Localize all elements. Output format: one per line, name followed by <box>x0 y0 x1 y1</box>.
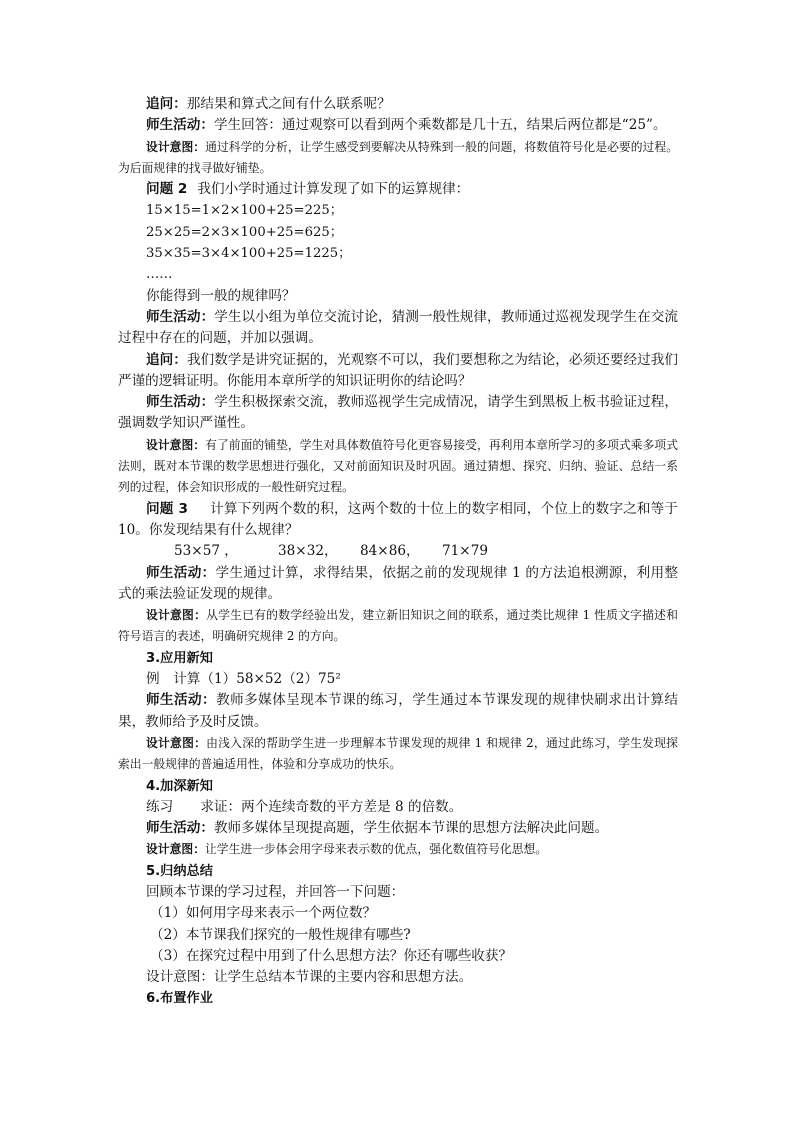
product-2: 38×32， <box>278 543 338 560</box>
review-item-1: （1）如何用字母来表示一个两位数？ <box>150 905 377 922</box>
design-intent-4: 设计意图：由浅入深的帮助学生进一步理解本节课发现的规律 1 和规律 2，通过此练习，学生发现探索出一般规律的普遍适用性，体验和分享成功的快乐。 <box>118 735 678 772</box>
review-item-2: （2）本节课我们探究的一般性规律有哪些? <box>150 926 411 943</box>
section-heading-6: 6.布置作业 <box>146 991 213 1007</box>
review-intro: 回顾本节课的学习过程，并回答一下问题： <box>146 883 405 900</box>
activity-1: 师生活动：学生回答：通过观察可以看到两个乘数都是几十五，结果后两位都是“25”。 <box>146 117 667 134</box>
ellipsis: …… <box>146 267 173 283</box>
product-3: 84×86， <box>360 543 420 560</box>
activity-5: 师生活动：教师多媒体呈现本节课的练习，学生通过本节课发现的规律快刷求出计算结果，教师给予及时反馈。 <box>118 692 679 730</box>
product-4: 71×79 <box>442 543 488 560</box>
question-2: 问题 2 我们小学时通过计算发现了如下的运算规律： <box>146 181 470 198</box>
design-intent-5: 设计意图：让学生进一步体会用字母来表示数的优点，强化数值符号化思想。 <box>146 842 548 857</box>
design-intent-6: 设计意图：让学生总结本节课的主要内容和思想方法。 <box>146 969 473 986</box>
design-intent-2: 设计意图：有了前面的铺垫，学生对具体数值符号化更容易接受，再利用本章所学习的多项式乘多项式法则，既对本节课的数学思想进行强化，又对前面知识及时巩固。通过猜想、探究、归纳、验证、总结一系列的过程，体会知识形成的一般性研究过程。 <box>118 437 678 495</box>
question-3: 问题 3 计算下列两个数的积，这两个数的十位上的数字相同，个位上的数字之和等于 10。你发现结果有什么规律？ <box>118 500 678 538</box>
products-list <box>118 541 678 562</box>
equation-1: 15×15=1×2×100+25=225； <box>146 203 343 219</box>
section-heading-3: 3.应用新知 <box>146 650 213 666</box>
activity-3: 师生活动：学生积极探索交流，教师巡视学生完成情况，请学生到黑板上板书验证过程，强调数学知识严谨性。 <box>118 394 679 432</box>
equation-3: 35×35=3×4×100+25=1225； <box>146 246 352 262</box>
activity-6: 师生活动：教师多媒体呈现提高题，学生依据本节课的思想方法解决此问题。 <box>146 820 609 837</box>
general-rule-question: 你能得到一般的规律吗？ <box>146 287 296 304</box>
follow-up-question-2: 追问：我们数学是讲究证据的，光观察不可以，我们要想称之为结论，必须还要经过我们严谨的逻辑证明。你能用本章所学的知识证明你的结论吗？ <box>118 351 679 389</box>
design-intent-1: 设计意图：通过科学的分析，让学生感受到要解决从特殊到一般的问题，将数值符号化是必要的过程。为后面规律的找寻做好铺垫。 <box>118 139 678 175</box>
example: 例 计算（1）58×52（2）75² <box>146 671 341 688</box>
activity-2: 师生活动：学生以小组为单位交流讨论，猜测一般性规律，教师通过巡视发现学生在交流过程中存在的问题，并加以强调。 <box>118 308 679 347</box>
exercise: 练习 求证：两个连续奇数的平方差是 8 的倍数。 <box>146 798 463 815</box>
activity-4: 师生活动：学生通过计算，求得结果，依据之前的发现规律 1 的方法追根溯源，利用整式的乘法验证发现的规律。 <box>118 564 678 602</box>
lesson-content <box>118 94 678 1010</box>
design-intent-3: 设计意图：从学生已有的数学经验出发，建立新旧知识之间的联系，通过类比规律 1 性质文字描述和符号语言的表述，明确研究规律 2 的方向。 <box>118 608 678 644</box>
review-item-3: （3）在探究过程中用到了什么思想方法？你还有哪些收获？ <box>150 947 513 964</box>
section-heading-5: 5.归纳总结 <box>146 863 213 879</box>
follow-up-question-1: 追问：那结果和算式之间有什么联系呢？ <box>146 96 391 112</box>
section-heading-4: 4.加深新知 <box>146 778 213 794</box>
equation-2: 25×25=2×3×100+25=625； <box>146 224 343 240</box>
product-1: 53×57 ， <box>174 543 238 560</box>
